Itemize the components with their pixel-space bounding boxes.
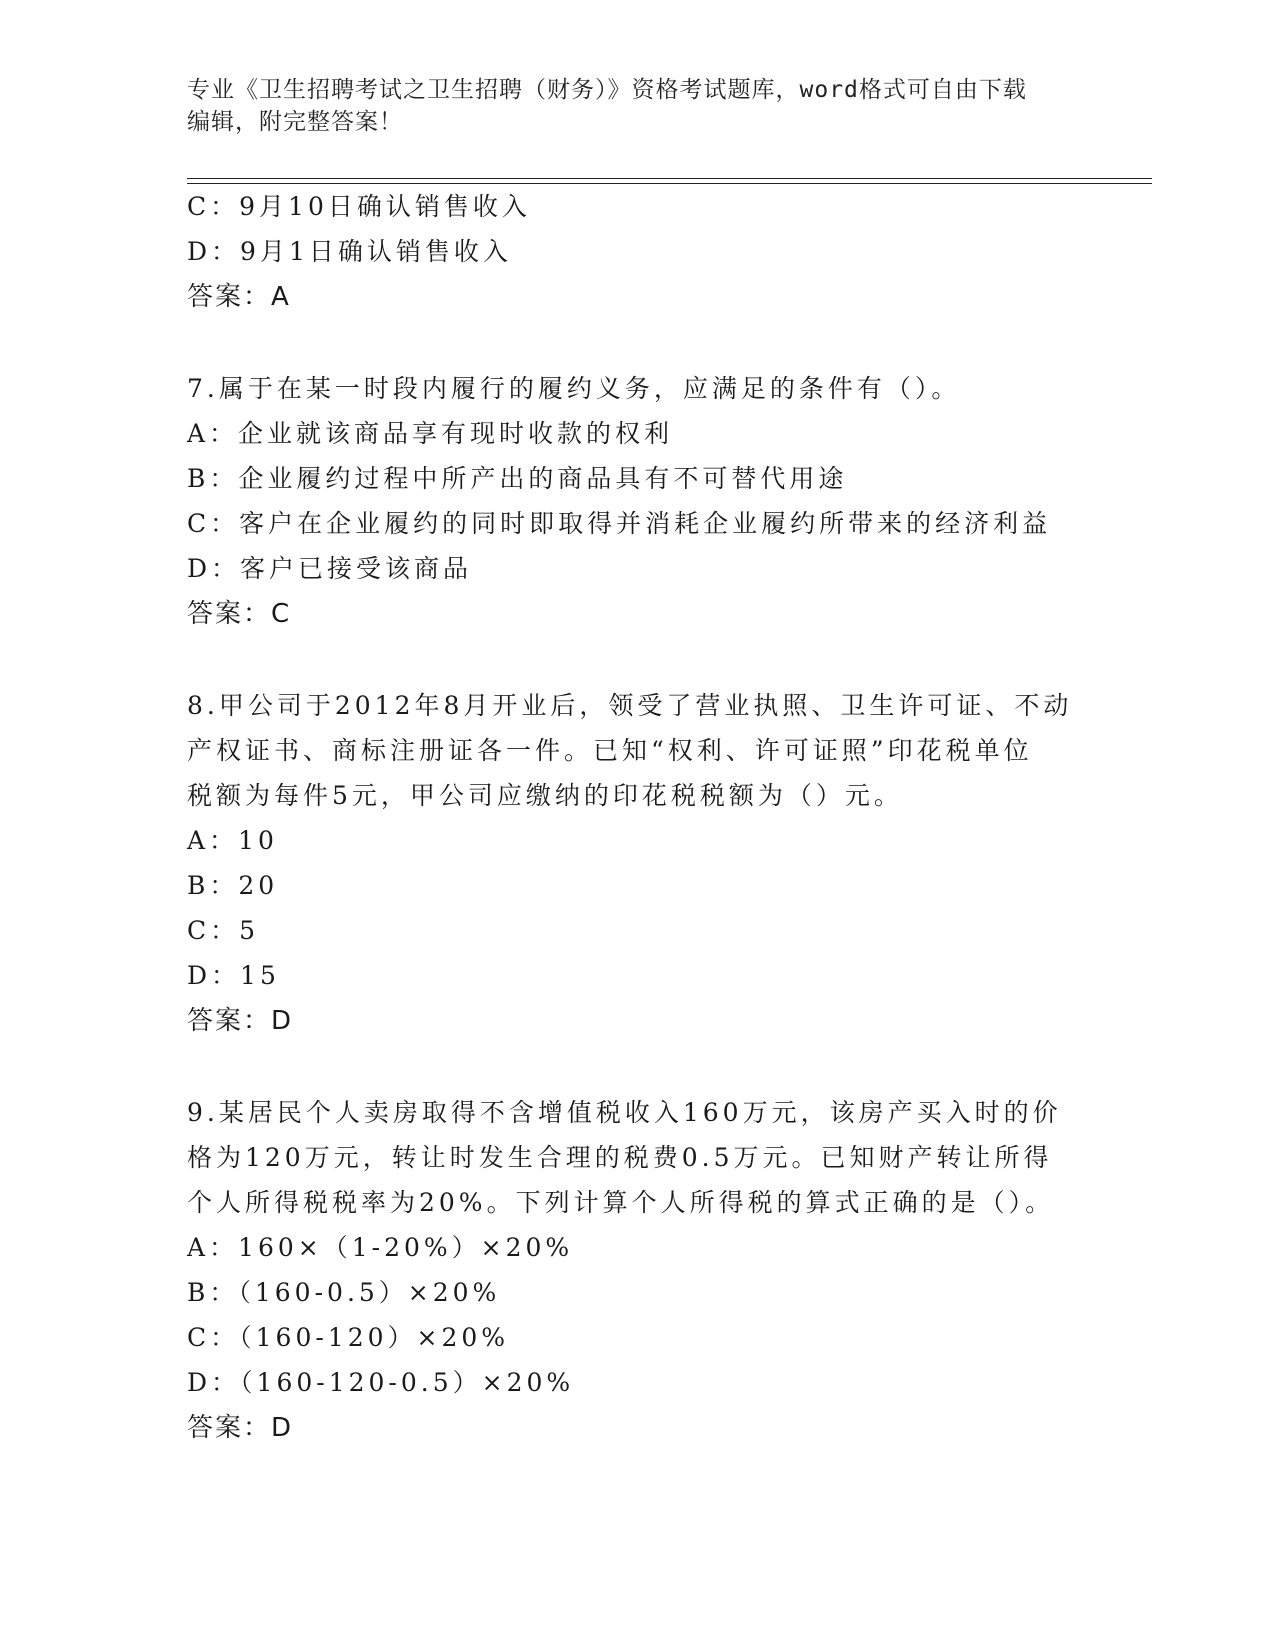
q6-option-d: D：9月1日确认销售收入 — [187, 237, 512, 266]
q9-stem-line-1: 9.某居民个人卖房取得不含增值税收入160万元，该房产买入时的价 — [187, 1098, 1062, 1127]
q9-answer: 答案：D — [187, 1413, 294, 1443]
q8-option-c: C：5 — [187, 916, 260, 945]
q9-option-d: D：（160-120-0.5）×20% — [187, 1368, 575, 1397]
q9-stem-line-3: 个人所得税税率为20%。下列计算个人所得税的算式正确的是（）。 — [187, 1188, 1055, 1217]
q7-option-d: D：客户已接受该商品 — [187, 554, 473, 583]
q7-option-c: C：客户在企业履约的同时即取得并消耗企业履约所带来的经济利益 — [187, 509, 1052, 538]
q8-stem-line-3: 税额为每件5元，甲公司应缴纳的印花税税额为（）元。 — [187, 781, 903, 810]
q6-option-c: C：9月10日确认销售收入 — [187, 192, 531, 221]
q8-option-b: B：20 — [187, 871, 279, 900]
q9-stem-line-2: 格为120万元，转让时发生合理的税费0.5万元。已知财产转让所得 — [187, 1143, 1053, 1172]
q8-option-a: A：10 — [187, 826, 278, 855]
q8-option-d: D：15 — [187, 961, 280, 990]
q8-stem-line-1: 8.甲公司于2012年8月开业后，领受了营业执照、卫生许可证、不动 — [187, 691, 1073, 720]
q7-answer: 答案：C — [187, 599, 292, 629]
header-line-2: 编辑，附完整答案！ — [187, 109, 403, 135]
q7-option-b: B：企业履约过程中所产出的商品具有不可替代用途 — [187, 464, 848, 493]
q9-option-a: A：160×（1-20%）×20% — [187, 1233, 574, 1262]
header-divider-top — [187, 178, 1152, 179]
q8-stem-line-2: 产权证书、商标注册证各一件。已知“权利、许可证照”印花税单位 — [187, 736, 1033, 765]
document-header — [187, 74, 1087, 138]
q9-option-b: B：（160-0.5）×20% — [187, 1278, 501, 1307]
q8-answer: 答案：D — [187, 1006, 294, 1036]
q6-answer: 答案：A — [187, 282, 291, 312]
q7-stem: 7.属于在某一时段内履行的履约义务，应满足的条件有（）。 — [187, 374, 961, 403]
header-line-1: 专业《卫生招聘考试之卫生招聘（财务）》资格考试题库，word格式可自由下载 — [187, 77, 1027, 103]
q9-option-c: C：（160-120）×20% — [187, 1323, 510, 1352]
q7-option-a: A：企业就该商品享有现时收款的权利 — [187, 419, 674, 448]
